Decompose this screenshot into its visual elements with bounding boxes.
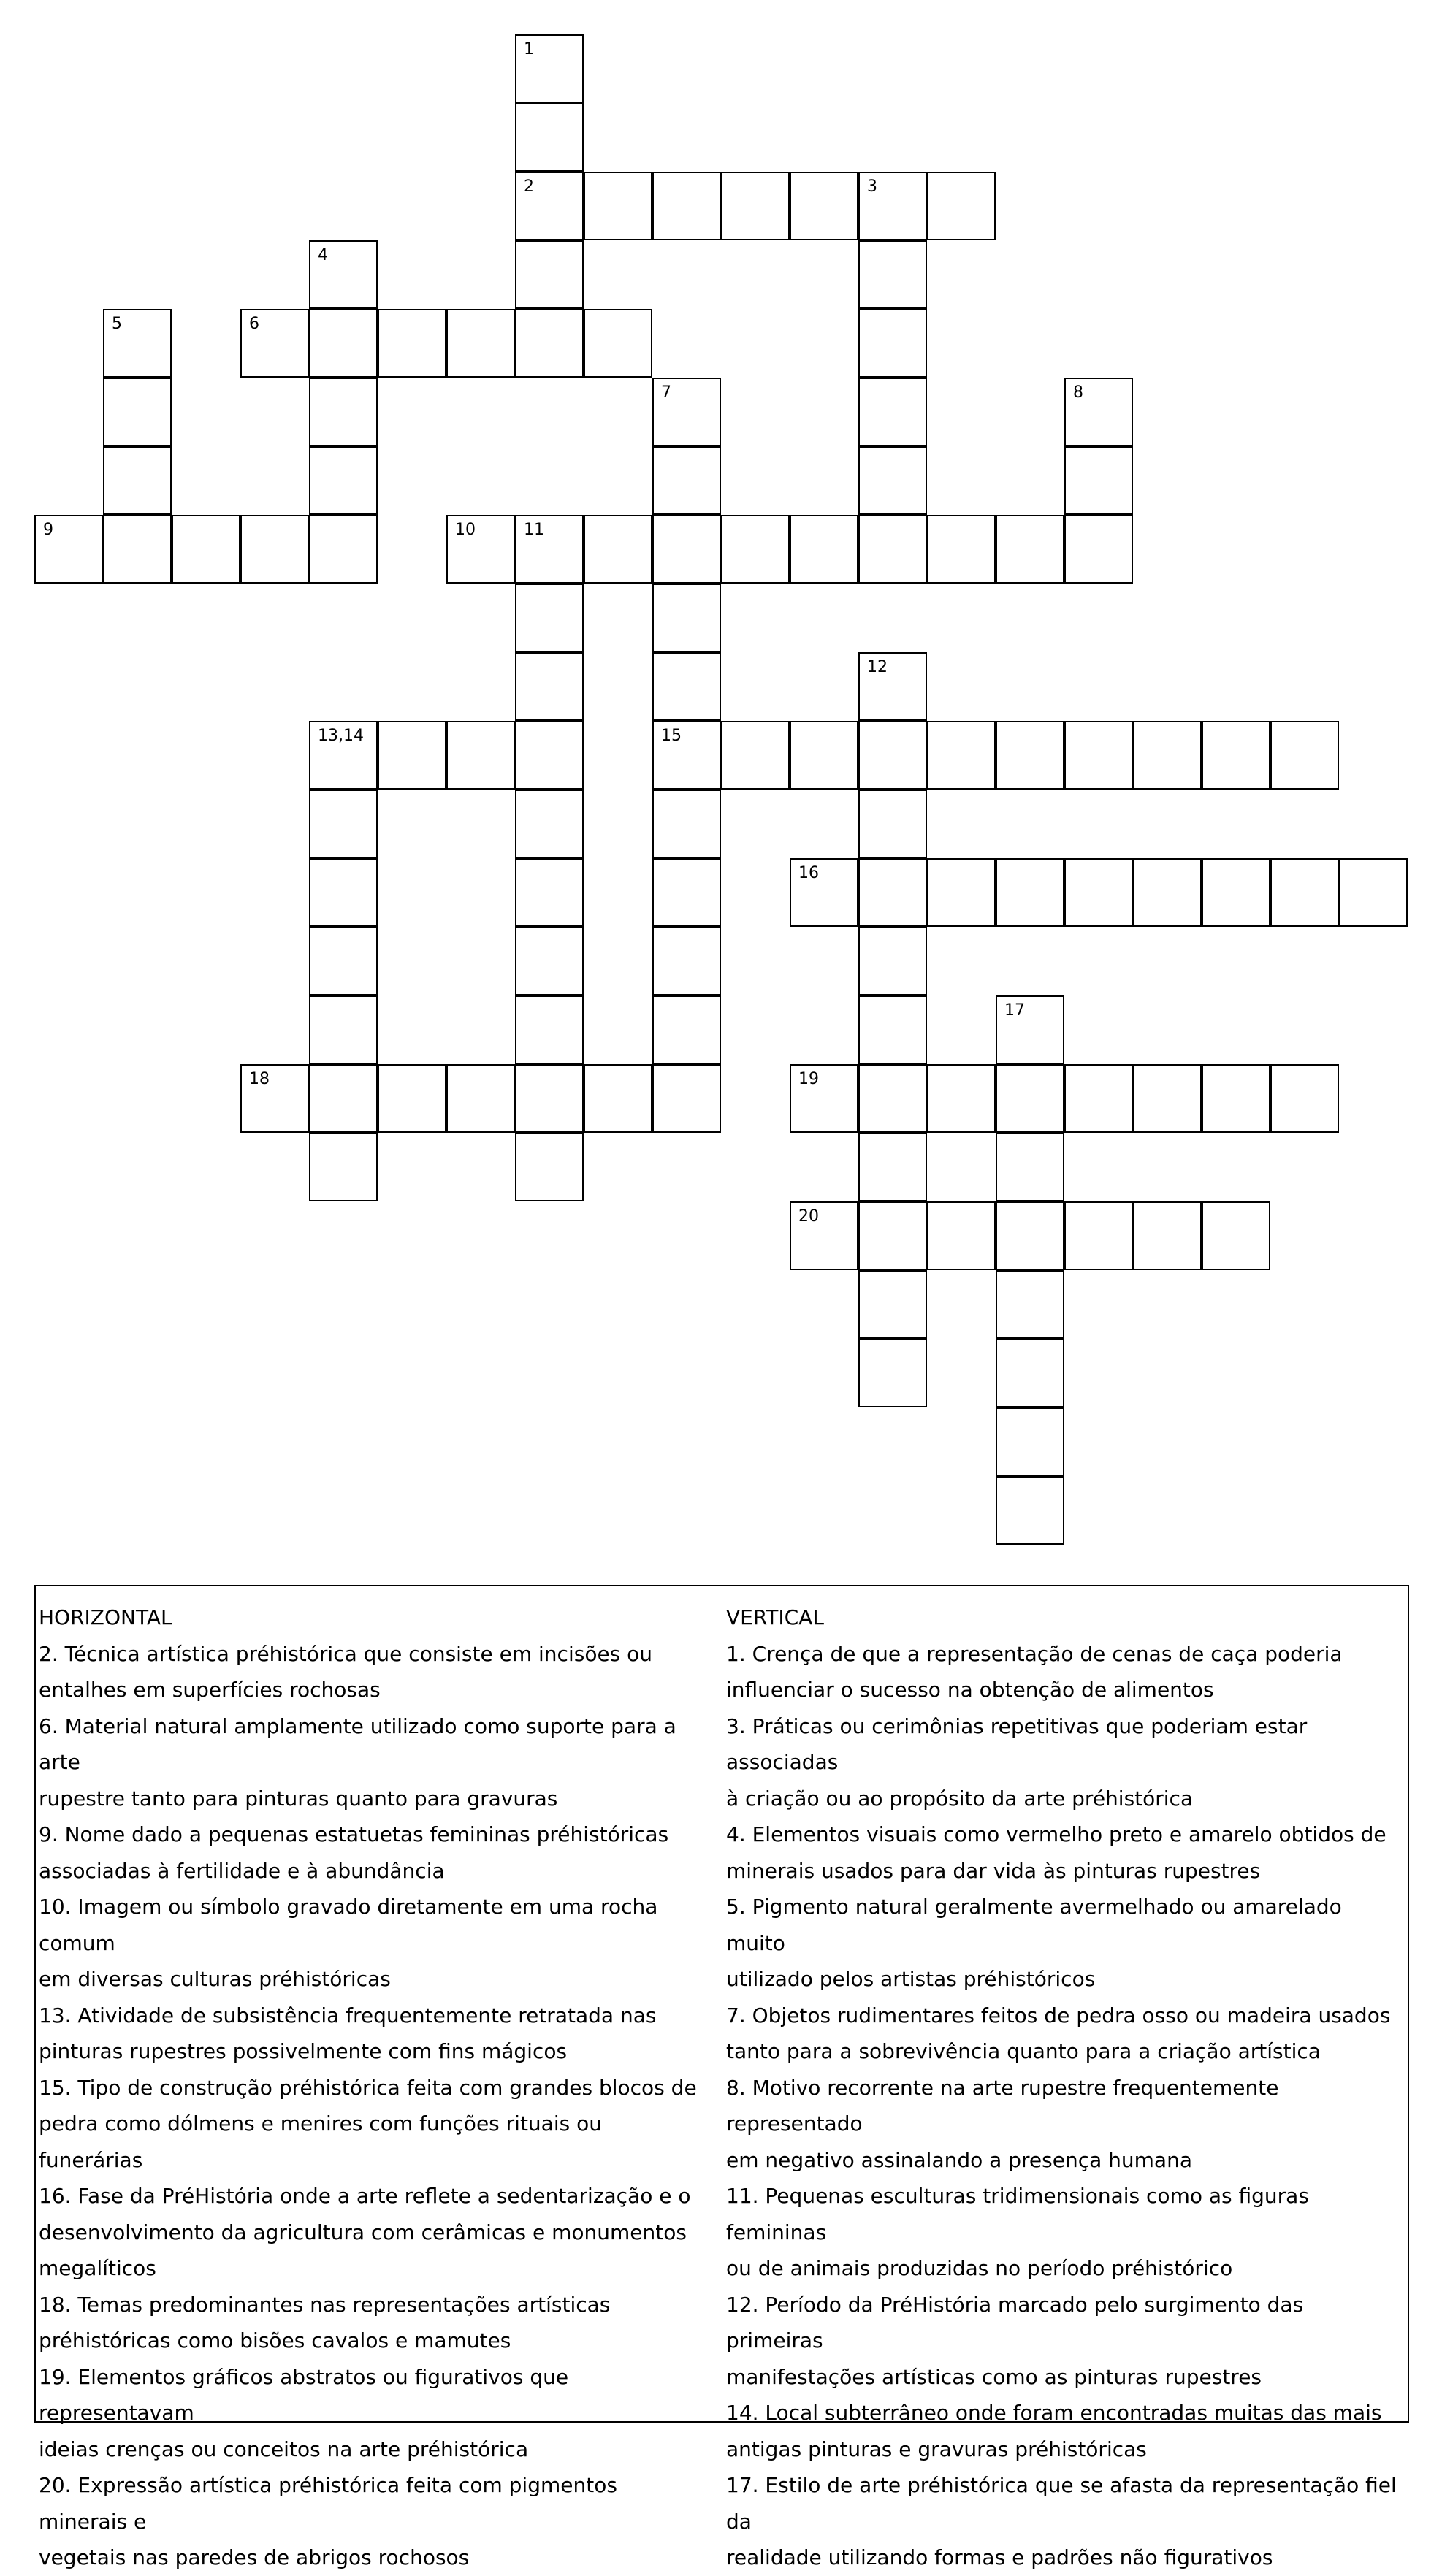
grid-cell[interactable] [103,309,172,378]
grid-cell[interactable] [1202,1201,1270,1270]
grid-cell[interactable] [790,515,858,584]
across-clue-line: 9. Nome dado a pequenas estatuetas femininas préhistóricas [39,1822,669,1846]
clue-number: 20 [798,1207,819,1226]
across-clue-line: em diversas culturas préhistóricas [39,1967,391,1991]
grid-cell[interactable] [309,309,378,378]
grid-cell[interactable] [652,927,721,995]
grid-cell[interactable] [996,1064,1064,1133]
across-clue-line: associadas à fertilidade e à abundância [39,1858,445,1883]
grid-cell[interactable] [927,721,996,790]
grid-cell[interactable] [309,790,378,858]
down-clue-line: 3. Práticas ou cerimônias repetitivas que poderiam estar associadas [726,1713,1308,1774]
grid-cell[interactable] [240,1064,309,1133]
grid-cell[interactable] [996,515,1064,584]
grid-cell[interactable] [996,721,1064,790]
grid-cell[interactable] [652,378,721,446]
clue-number: 11 [524,521,544,539]
grid-cell[interactable] [790,858,858,927]
grid-cell[interactable] [652,721,721,790]
down-clue-line: em negativo assinalando a presença humana [726,2147,1192,2172]
grid-cell[interactable] [858,652,927,721]
grid-cell[interactable] [652,515,721,584]
grid-cell[interactable] [240,515,309,584]
grid-cell[interactable] [309,721,378,790]
down-clue-line: manifestações artísticas como as pinturas rupestres [726,2364,1262,2389]
grid-cell[interactable] [858,1064,927,1133]
grid-cell[interactable] [34,515,103,584]
grid-cell[interactable] [446,309,515,378]
grid-cell[interactable] [309,515,378,584]
grid-cell[interactable] [996,1407,1064,1476]
grid-cell[interactable] [1133,1064,1202,1133]
grid-cell[interactable] [1133,1201,1202,1270]
clue-number: 15 [661,727,682,745]
down-clue-line: 5. Pigmento natural geralmente avermelhado ou amarelado muito [726,1895,1342,1955]
grid-cell[interactable] [996,1339,1064,1407]
across-clue-line: 20. Expressão artística préhistórica feita com pigmentos minerais e [39,2473,617,2534]
across-clue-line: 6. Material natural amplamente utilizado como suporte para a arte [39,1713,676,1774]
grid-cell[interactable] [1133,858,1202,927]
grid-cell[interactable] [1202,721,1270,790]
grid-cell[interactable] [309,446,378,515]
grid-cell[interactable] [515,790,584,858]
grid-cell[interactable] [309,240,378,309]
down-clue-line: 17. Estilo de arte préhistórica que se afasta da representação fiel da [726,2473,1397,2534]
grid-cell[interactable] [1270,721,1339,790]
grid-cell[interactable] [858,515,927,584]
grid-cell[interactable] [515,584,584,652]
grid-cell[interactable] [1064,378,1133,446]
grid-cell[interactable] [721,515,790,584]
across-clue-line: 15. Tipo de construção préhistórica feita com grandes blocos de [39,2075,697,2100]
grid-cell[interactable] [103,515,172,584]
grid-cell[interactable] [584,1064,652,1133]
grid-cell[interactable] [378,1064,446,1133]
across-clue-line: 13. Atividade de subsistência frequentemente retratada nas [39,2003,657,2027]
grid-cell[interactable] [858,309,927,378]
grid-cell[interactable] [721,172,790,240]
grid-cell[interactable] [927,172,996,240]
grid-cell[interactable] [240,309,309,378]
across-clue-line: 10. Imagem ou símbolo gravado diretamente em uma rocha comum [39,1895,658,1955]
grid-cell[interactable] [858,790,927,858]
grid-cell[interactable] [515,172,584,240]
grid-cell[interactable] [515,858,584,927]
down-clue-line: 11. Pequenas esculturas tridimensionais como as figuras femininas [726,2184,1309,2244]
grid-cell[interactable] [309,1133,378,1201]
grid-cell[interactable] [652,584,721,652]
grid-cell[interactable] [1339,858,1408,927]
across-clue-line: desenvolvimento da agricultura com cerâmicas e monumentos [39,2220,687,2244]
grid-cell[interactable] [858,721,927,790]
clue-number: 13,14 [318,727,364,745]
clue-number: 5 [112,315,122,333]
across-clue-line: préhistóricas como bisões cavalos e mamutes [39,2328,511,2353]
grid-cell[interactable] [652,790,721,858]
down-heading: VERTICAL [726,1605,824,1629]
across-clue-line: vegetais nas paredes de abrigos rochosos [39,2545,470,2569]
down-clue-line: realidade utilizando formas e padrões não figurativos [726,2545,1273,2569]
grid-cell[interactable] [309,927,378,995]
grid-cell[interactable] [515,1064,584,1133]
grid-cell[interactable] [858,172,927,240]
grid-cell[interactable] [858,240,927,309]
grid-cell[interactable] [927,1064,996,1133]
across-clue-line: 18. Temas predominantes nas representações artísticas [39,2292,611,2317]
grid-cell[interactable] [652,1064,721,1133]
grid-cell[interactable] [858,1339,927,1407]
clue-number: 18 [249,1070,270,1088]
grid-cell[interactable] [858,995,927,1064]
down-clue-line: minerais usados para dar vida às pinturas rupestres [726,1858,1261,1883]
grid-cell[interactable] [996,1476,1064,1545]
grid-cell[interactable] [858,927,927,995]
grid-cell[interactable] [1133,721,1202,790]
grid-cell[interactable] [927,858,996,927]
grid-cell[interactable] [1064,858,1133,927]
clue-number: 4 [318,246,328,264]
grid-cell[interactable] [927,1201,996,1270]
down-clue-line: utilizado pelos artistas préhistóricos [726,1967,1096,1991]
clue-number: 17 [1004,1001,1025,1020]
grid-cell[interactable] [790,172,858,240]
grid-cell[interactable] [652,858,721,927]
grid-cell[interactable] [1202,1064,1270,1133]
grid-cell[interactable] [996,1270,1064,1339]
grid-cell[interactable] [652,995,721,1064]
across-clues-column [39,1600,711,2576]
across-clue-line: entalhes em superfícies rochosas [39,1678,381,1702]
grid-cell[interactable] [103,378,172,446]
across-clue-line: rupestre tanto para pinturas quanto para gravuras [39,1786,558,1811]
down-clues-column [726,1600,1398,2576]
grid-cell[interactable] [1064,1064,1133,1133]
across-clue-line: 16. Fase da PréHistória onde a arte reflete a sedentarização e o [39,2184,691,2208]
grid-cell[interactable] [1202,858,1270,927]
grid-cell[interactable] [652,172,721,240]
down-clue-line: tanto para a sobrevivência quanto para a criação artística [726,2039,1321,2063]
grid-cell[interactable] [927,515,996,584]
down-clue-line: antigas pinturas e gravuras préhistóricas [726,2437,1147,2461]
clue-number: 10 [455,521,476,539]
across-clue-line: 19. Elementos gráficos abstratos ou figurativos que representavam [39,2364,569,2425]
grid-cell[interactable] [652,652,721,721]
grid-cell[interactable] [515,515,584,584]
clue-number: 2 [524,177,534,196]
grid-cell[interactable] [584,172,652,240]
grid-cell[interactable] [858,858,927,927]
clue-number: 1 [524,40,534,58]
grid-cell[interactable] [721,721,790,790]
clue-number: 6 [249,315,259,333]
across-clue-line: ideias crenças ou conceitos na arte préhistórica [39,2437,529,2461]
grid-cell[interactable] [515,309,584,378]
grid-cell[interactable] [996,1201,1064,1270]
clue-number: 8 [1073,383,1083,402]
across-clue-line: pedra como dólmens e menires com funções rituais ou funerárias [39,2111,602,2172]
grid-cell[interactable] [996,1133,1064,1201]
down-clue-line: 4. Elementos visuais como vermelho preto e amarelo obtidos de [726,1822,1386,1846]
clue-number: 9 [43,521,53,539]
grid-cell[interactable] [1064,1201,1133,1270]
down-clue-line: 7. Objetos rudimentares feitos de pedra osso ou madeira usados [726,2003,1391,2027]
grid-cell[interactable] [309,995,378,1064]
grid-cell[interactable] [996,858,1064,927]
grid-cell[interactable] [378,721,446,790]
down-clue-line: 12. Período da PréHistória marcado pelo surgimento das primeiras [726,2292,1304,2353]
grid-cell[interactable] [309,1064,378,1133]
across-clue-line: 2. Técnica artística préhistórica que consiste em incisões ou [39,1641,653,1666]
grid-cell[interactable] [309,378,378,446]
grid-cell[interactable] [515,34,584,103]
down-clue-line: 1. Crença de que a representação de cenas de caça poderia [726,1641,1343,1666]
down-clue-line: influenciar o sucesso na obtenção de alimentos [726,1678,1214,1702]
clue-number: 3 [867,177,877,196]
clue-number: 12 [867,658,888,676]
grid-cell[interactable] [446,721,515,790]
grid-cell[interactable] [790,1064,858,1133]
grid-cell[interactable] [1270,1064,1339,1133]
grid-cell[interactable] [1064,446,1133,515]
grid-cell[interactable] [858,1201,927,1270]
grid-cell[interactable] [584,515,652,584]
grid-cell[interactable] [858,378,927,446]
grid-cell[interactable] [515,652,584,721]
clue-number: 19 [798,1070,819,1088]
grid-cell[interactable] [309,858,378,927]
grid-cell[interactable] [1270,858,1339,927]
grid-cell[interactable] [103,446,172,515]
grid-cell[interactable] [790,1201,858,1270]
across-heading: HORIZONTAL [39,1605,172,1629]
grid-cell[interactable] [172,515,240,584]
grid-cell[interactable] [652,446,721,515]
clue-number: 16 [798,864,819,882]
down-clue-line: 14. Local subterrâneo onde foram encontradas muitas das mais [726,2401,1382,2425]
grid-cell[interactable] [378,309,446,378]
clue-number: 7 [661,383,671,402]
grid-cell[interactable] [515,1133,584,1201]
down-clue-line: à criação ou ao propósito da arte préhistórica [726,1786,1194,1811]
grid-cell[interactable] [584,309,652,378]
grid-cell[interactable] [858,446,927,515]
across-clue-line: megalíticos [39,2256,156,2280]
grid-cell[interactable] [446,515,515,584]
down-clue-line: ou de animais produzidas no período préhistórico [726,2256,1233,2280]
grid-cell[interactable] [515,721,584,790]
grid-cell[interactable] [1064,721,1133,790]
grid-cell[interactable] [1064,515,1133,584]
grid-cell[interactable] [858,1270,927,1339]
down-clue-line: 8. Motivo recorrente na arte rupestre frequentemente representado [726,2075,1279,2136]
clues-box [34,1585,1409,2569]
grid-cell[interactable] [515,103,584,172]
across-clue-line: pinturas rupestres possivelmente com fins mágicos [39,2039,568,2063]
grid-cell[interactable] [858,1133,927,1201]
grid-cell[interactable] [996,995,1064,1064]
grid-cell[interactable] [446,1064,515,1133]
grid-cell[interactable] [790,721,858,790]
grid-cell[interactable] [515,240,584,309]
grid-cell[interactable] [515,927,584,995]
grid-cell[interactable] [515,995,584,1064]
